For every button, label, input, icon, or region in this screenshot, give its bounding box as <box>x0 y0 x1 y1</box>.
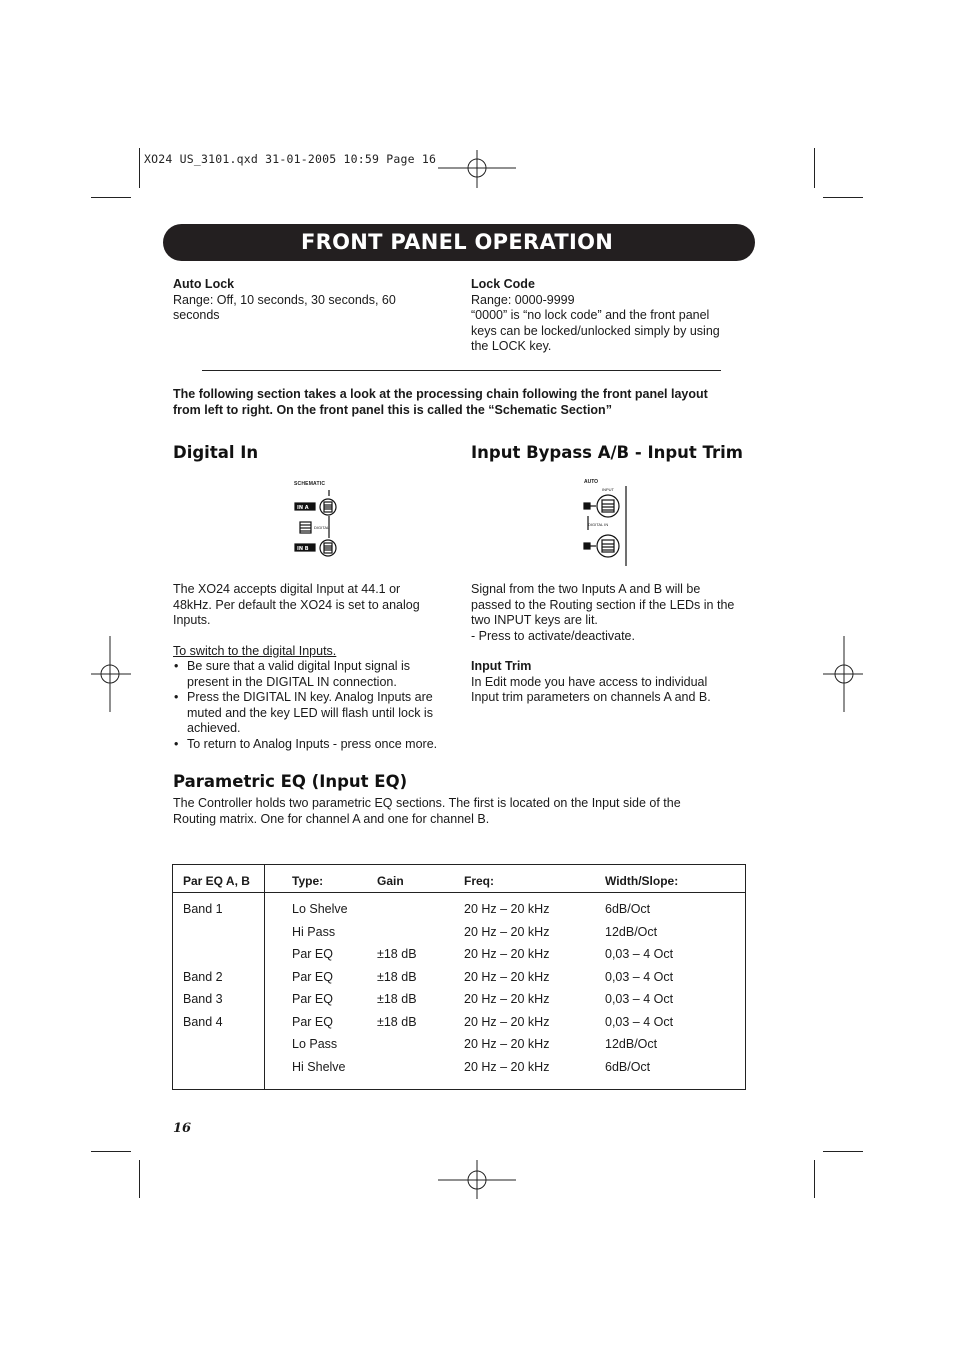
list-item <box>173 737 458 753</box>
cell-width: 12dB/Oct <box>605 1037 658 1051</box>
header-par-eq: Par EQ A, B <box>183 874 250 888</box>
cell-width: 0,03 – 4 Oct <box>605 992 674 1006</box>
bullet-line: present in the DIGITAL IN connection. <box>187 674 397 689</box>
eq-table <box>172 864 746 1090</box>
bullet-line: • To return to Analog Inputs - press once more. <box>187 736 438 751</box>
cell-band: Band 2 <box>183 969 223 984</box>
cell-band: Band 4 <box>183 1014 223 1029</box>
input-trim-title: Input Trim <box>471 659 532 673</box>
header-gain: Gain <box>377 874 404 888</box>
lock-code-line: Range: 0000-9999 <box>471 292 575 307</box>
cell-freq: 20 Hz – 20 kHz <box>464 902 550 916</box>
cell-width: 6dB/Oct <box>605 1059 651 1074</box>
cell-type: Hi Pass <box>292 924 336 939</box>
intro-paragraph <box>173 387 753 418</box>
lock-code-line: the LOCK key. <box>471 339 552 353</box>
cell-type: Par EQ <box>292 969 333 984</box>
table-header-divider <box>173 892 745 893</box>
lock-code-title: Lock Code <box>471 277 535 291</box>
header-type: Type: <box>292 874 324 888</box>
digital-label: DIGITAL <box>314 525 330 530</box>
cell-freq: 20 Hz – 20 kHz <box>464 1059 550 1074</box>
cell-freq: 20 Hz – 20 kHz <box>464 947 550 961</box>
digital-in-heading: Digital In <box>173 443 259 462</box>
in-a-label: IN A <box>297 505 309 511</box>
cell-band: Band 1 <box>183 902 223 916</box>
bullet-line: achieved. <box>187 721 241 735</box>
cell-type: Lo Shelve <box>292 902 348 916</box>
cell-band: Band 3 <box>183 992 223 1006</box>
bullet-line: muted and the key LED will flash until lock is <box>187 705 433 720</box>
digital-in-body <box>173 582 458 752</box>
param-eq-body <box>173 796 753 827</box>
list-item <box>173 690 458 737</box>
auto-lock-line: seconds <box>173 308 220 322</box>
auto-label: AUTO <box>584 479 599 485</box>
digital-in-para-line: The XO24 accepts digital Input at 44.1 or <box>173 582 401 596</box>
print-slug: XO24 US_3101.qxd 31-01-2005 10:59 Page 16 <box>144 152 437 166</box>
lock-code-line: “0000” is “no lock code” and the front panel <box>471 308 710 322</box>
cell-width: 6dB/Oct <box>605 902 651 916</box>
table-column-divider <box>264 865 265 1089</box>
trim-line: Input trim parameters on channels A and B. <box>471 690 711 704</box>
page-number: 16 <box>173 1121 192 1136</box>
digital-in-diagram <box>290 478 340 560</box>
bypass-para-line: - Press to activate/deactivate. <box>471 628 635 643</box>
bullet-line: • Be sure that a valid digital Input signal is <box>187 659 411 673</box>
cell-type: Lo Pass <box>292 1037 338 1051</box>
section-banner <box>163 224 755 261</box>
input-bypass-diagram <box>580 478 640 570</box>
input-label: INPUT <box>602 487 614 492</box>
param-eq-line: Routing matrix. One for channel A and one for channel B. <box>173 811 490 826</box>
auto-lock-title: Auto Lock <box>173 277 235 291</box>
cell-width: 0,03 – 4 Oct <box>605 969 674 984</box>
cell-width: 0,03 – 4 Oct <box>605 947 674 961</box>
bypass-para-line: Signal from the two Inputs A and B will be <box>471 582 701 596</box>
in-b-label: IN B <box>297 546 309 552</box>
param-eq-heading: Parametric EQ (Input EQ) <box>173 772 408 791</box>
bypass-para-line: two INPUT keys are lit. <box>471 613 598 627</box>
cell-freq: 20 Hz – 20 kHz <box>464 924 550 939</box>
cell-gain: ±18 dB <box>377 947 417 961</box>
list-item <box>173 659 458 690</box>
digital-in-para-line: 48kHz. Per default the XO24 is set to analog <box>173 597 420 612</box>
digital-in-label: DIGITAL IN <box>588 522 609 527</box>
bypass-para-line: passed to the Routing section if the LEDs in the <box>471 597 735 612</box>
cell-freq: 20 Hz – 20 kHz <box>464 1037 550 1051</box>
cell-type: Par EQ <box>292 947 333 961</box>
digital-in-para-line: Inputs. <box>173 613 211 627</box>
cell-type: Par EQ <box>292 1014 333 1029</box>
bullet-line: • Press the DIGITAL IN key. Analog Inputs are <box>187 690 433 704</box>
intro-line: The following section takes a look at the processing chain following the front panel layout <box>173 387 708 401</box>
cell-gain: ±18 dB <box>377 992 417 1006</box>
cell-freq: 20 Hz – 20 kHz <box>464 992 550 1006</box>
cell-type: Hi Shelve <box>292 1059 346 1074</box>
cell-width: 0,03 – 4 Oct <box>605 1014 674 1029</box>
intro-line: from left to right. On the front panel this is called the “Schematic Section” <box>173 402 612 417</box>
section-divider <box>202 370 721 371</box>
cell-gain: ±18 dB <box>377 1014 417 1029</box>
trim-line: In Edit mode you have access to individual <box>471 674 708 689</box>
input-bypass-heading: Input Bypass A/B - Input Trim <box>471 443 743 462</box>
lock-code-line: keys can be locked/unlocked simply by using <box>471 323 720 338</box>
digital-in-bullets <box>173 659 458 752</box>
cell-freq: 20 Hz – 20 kHz <box>464 1014 550 1029</box>
cell-width: 12dB/Oct <box>605 924 658 939</box>
cell-type: Par EQ <box>292 992 333 1006</box>
switch-title: To switch to the digital Inputs. <box>173 643 337 658</box>
param-eq-line: The Controller holds two parametric EQ sections. The first is located on the Input side of the <box>173 796 681 810</box>
header-width: Width/Slope: <box>605 874 679 888</box>
cell-freq: 20 Hz – 20 kHz <box>464 969 550 984</box>
input-bypass-body <box>471 582 756 706</box>
header-freq: Freq: <box>464 874 494 888</box>
auto-lock-line: Range: Off, 10 seconds, 30 seconds, 60 <box>173 292 396 307</box>
page-title: FRONT PANEL OPERATION <box>301 230 614 254</box>
auto-lock-block <box>173 277 443 324</box>
cell-gain: ±18 dB <box>377 969 417 984</box>
lock-code-block <box>471 277 751 355</box>
schematic-label: SCHEMATIC <box>294 481 326 487</box>
